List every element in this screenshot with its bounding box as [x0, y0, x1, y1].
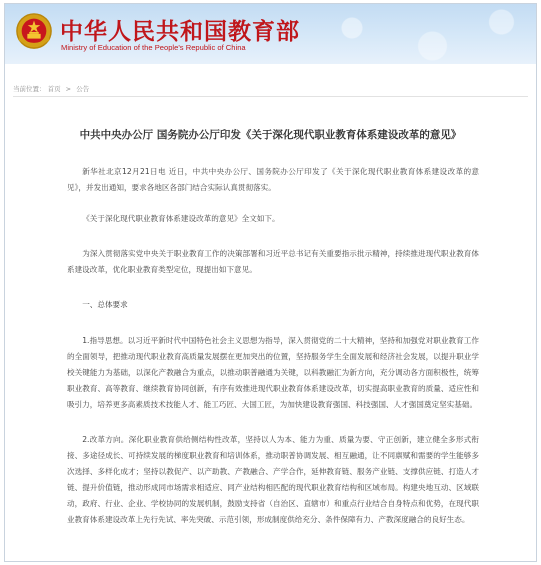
header-decoration	[306, 4, 536, 64]
article-paragraph: 新华社北京12月21日电 近日，中共中央办公厅、国务院办公厅印发了《关于深化现代职业教育体系建设改革的意见》，并发出通知，要求各地区各部门结合实际认真贯彻落实。	[67, 167, 479, 192]
article-title: 中共中央办公厅 国务院办公厅印发《关于深化现代职业教育体系建设改革的意见》	[79, 129, 462, 141]
page-frame	[4, 3, 537, 562]
breadcrumb-home-link[interactable]: 首页	[47, 85, 61, 93]
section-heading: 一、总体要求	[82, 300, 128, 309]
breadcrumb-separator: >	[65, 85, 72, 93]
breadcrumb	[13, 84, 89, 93]
site-subtitle: Ministry of Education of the People's Republic of China	[61, 43, 246, 52]
site-header	[5, 4, 536, 64]
article-paragraph: 为深入贯彻落实党中央关于职业教育工作的决策部署和习近平总书记有关重要指示批示精神，持续推进现代职业教育体系建设改革，优化职业教育类型定位，现提出如下意见。	[67, 249, 479, 274]
article-paragraph: 1.指导思想。以习近平新时代中国特色社会主义思想为指导，深入贯彻党的二十大精神，坚持和加强党对职业教育工作的全面领导，把推动现代职业教育高质量发展摆在更加突出的位置，坚持服务学生全面发展和经济社会发展，以提升职业学校关键能力为基础，以深化产教融合为重点，以推动职普融通为关键，以科教融汇为新方向，充分调动各方面积极性，统筹职业教育、高等教育、继续教育协同创新，有序有效推进现代职业教育体系建设改革，切实提高职业教育的质量、适应性和吸引力，培养更多高素质技术技能人才、能工巧匠、大国工匠，为加快建设教育强国、科技强国、人才强国奠定坚实基础。	[67, 336, 479, 409]
national-emblem-icon[interactable]	[15, 12, 53, 50]
breadcrumb-section-link[interactable]: 公告	[76, 85, 90, 93]
article-paragraph: 2.改革方向。深化职业教育供给侧结构性改革，坚持以人为本、能力为重、质量为要、守正创新，建立健全多形式衔接、多途径成长、可持续发展的梯度职业教育和培训体系，推动职普协调发展、相互融通，让不同禀赋和需要的学生能够多次选择、多样化成才；坚持以教促产、以产助教、产教融合、产学合作，延伸教育链、服务产业链、支撑供应链、打造人才链、提升价值链，推动形成同市场需求相适应、同产业结构相匹配的现代职业教育结构和区域布局。构建央地互动、区域联动，政府、行业、企业、学校协同的发展机制，鼓励支持省（自治区、直辖市）和重点行业结合自身特点和优势，在现代职业教育体系建设改革上先行先试、率先突破、示范引领，形成制度供给充分、条件保障有力、产教深度融合的良好生态。	[67, 435, 479, 524]
divider	[13, 96, 528, 97]
article-paragraph: 《关于深化现代职业教育体系建设改革的意见》全文如下。	[82, 214, 280, 223]
breadcrumb-current-label: 当前位置：	[13, 85, 46, 93]
site-title[interactable]: 中华人民共和国教育部	[60, 19, 300, 45]
article-body	[67, 164, 479, 547]
